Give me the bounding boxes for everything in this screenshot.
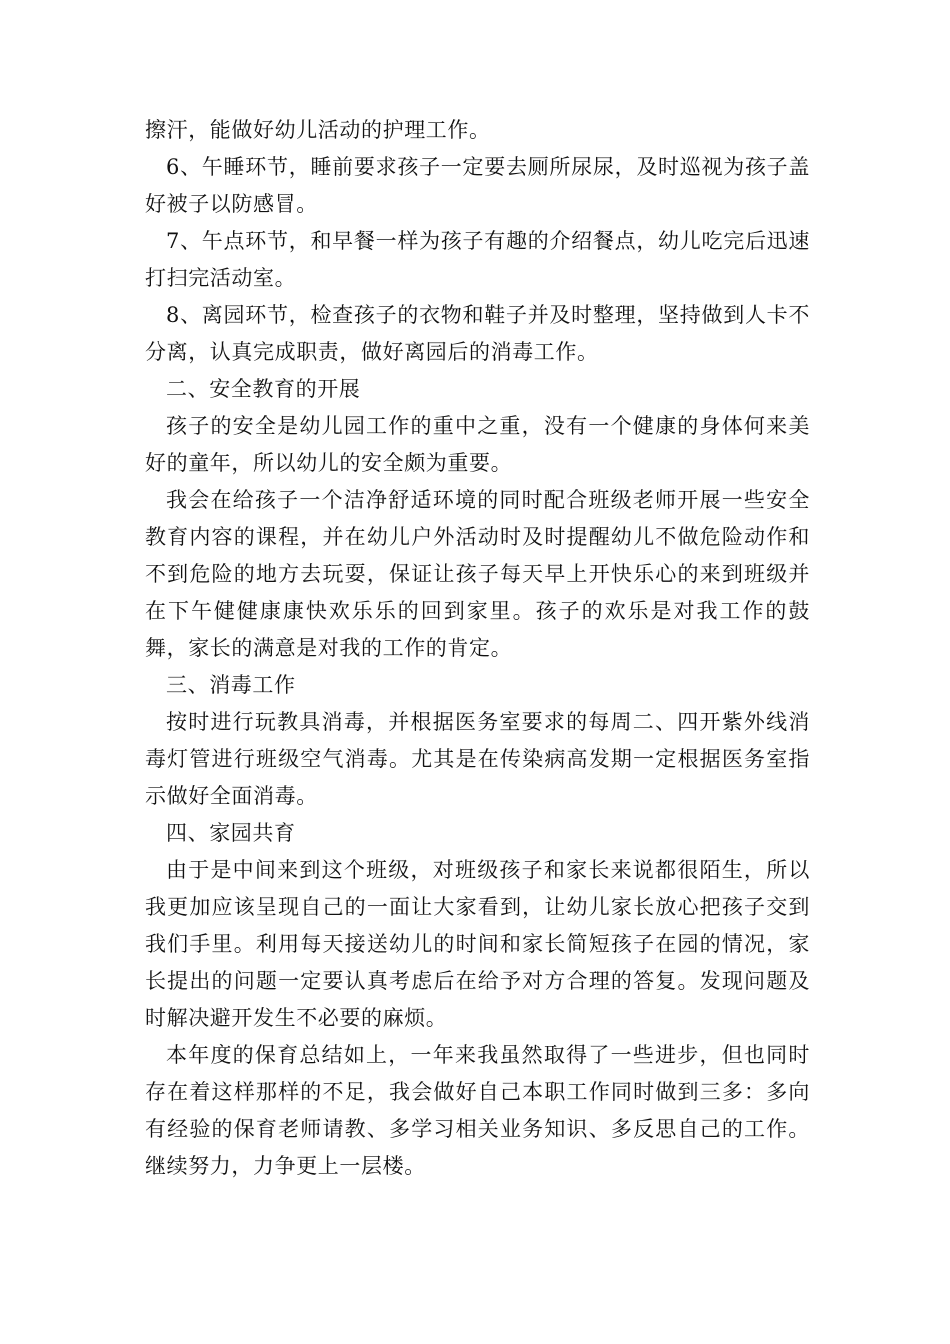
section-heading-safety: 二、安全教育的开展	[166, 377, 361, 401]
section-heading-disinfection: 三、消毒工作	[166, 673, 296, 697]
paragraph-safety-importance: 孩子的安全是幼儿园工作的重中之重，没有一个健康的身体何来美好的童年，所以幼儿的安全颇为重要。	[145, 414, 810, 475]
paragraph-nap-routine: 6、午睡环节，睡前要求孩子一定要去厕所尿尿，及时巡视为孩子盖好被子以防感冒。	[145, 155, 810, 216]
paragraph-disinfection: 按时进行玩教具消毒，并根据医务室要求的每周二、四开紫外线消毒灯管进行班级空气消毒。尤其是在传染病高发期一定根据医务室指示做好全面消毒。	[145, 710, 810, 808]
paragraph-snack-routine: 7、午点环节，和早餐一样为孩子有趣的介绍餐点，幼儿吃完后迅速打扫完活动室。	[145, 229, 810, 290]
paragraph-departure-routine: 8、离园环节，检查孩子的衣物和鞋子并及时整理，坚持做到人卡不分离，认真完成职责，做好离园后的消毒工作。	[145, 303, 810, 364]
paragraph-home-school: 由于是中间来到这个班级，对班级孩子和家长来说都很陌生，所以我更加应该呈现自己的一面让大家看到，让幼儿家长放心把孩子交到我们手里。利用每天接送幼儿的时间和家长简短孩子在园的情况，家长提出的问题一定要认真考虑后在给予对方合理的答复。发现问题及时解决避开发生不必要的麻烦。	[145, 858, 810, 1030]
paragraph-safety-education: 我会在给孩子一个洁净舒适环境的同时配合班级老师开展一些安全教育内容的课程，并在幼儿户外活动时及时提醒幼儿不做危险动作和不到危险的地方去玩耍，保证让孩子每天早上开快乐心的来到班级并在下午健健康康快欢乐乐的回到家里。孩子的欢乐是对我工作的鼓舞，家长的满意是对我的工作的肯定。	[145, 488, 810, 660]
document-body	[145, 112, 810, 1185]
section-heading-home-school: 四、家园共育	[166, 821, 296, 845]
paragraph-continuation: 擦汗，能做好幼儿活动的护理工作。	[145, 118, 491, 142]
paragraph-summary: 本年度的保育总结如上，一年来我虽然取得了一些进步，但也同时存在着这样那样的不足，我会做好自己本职工作同时做到三多：多向有经验的保育老师请教、多学习相关业务知识、多反思自己的工作。继续努力，力争更上一层楼。	[145, 1043, 810, 1178]
